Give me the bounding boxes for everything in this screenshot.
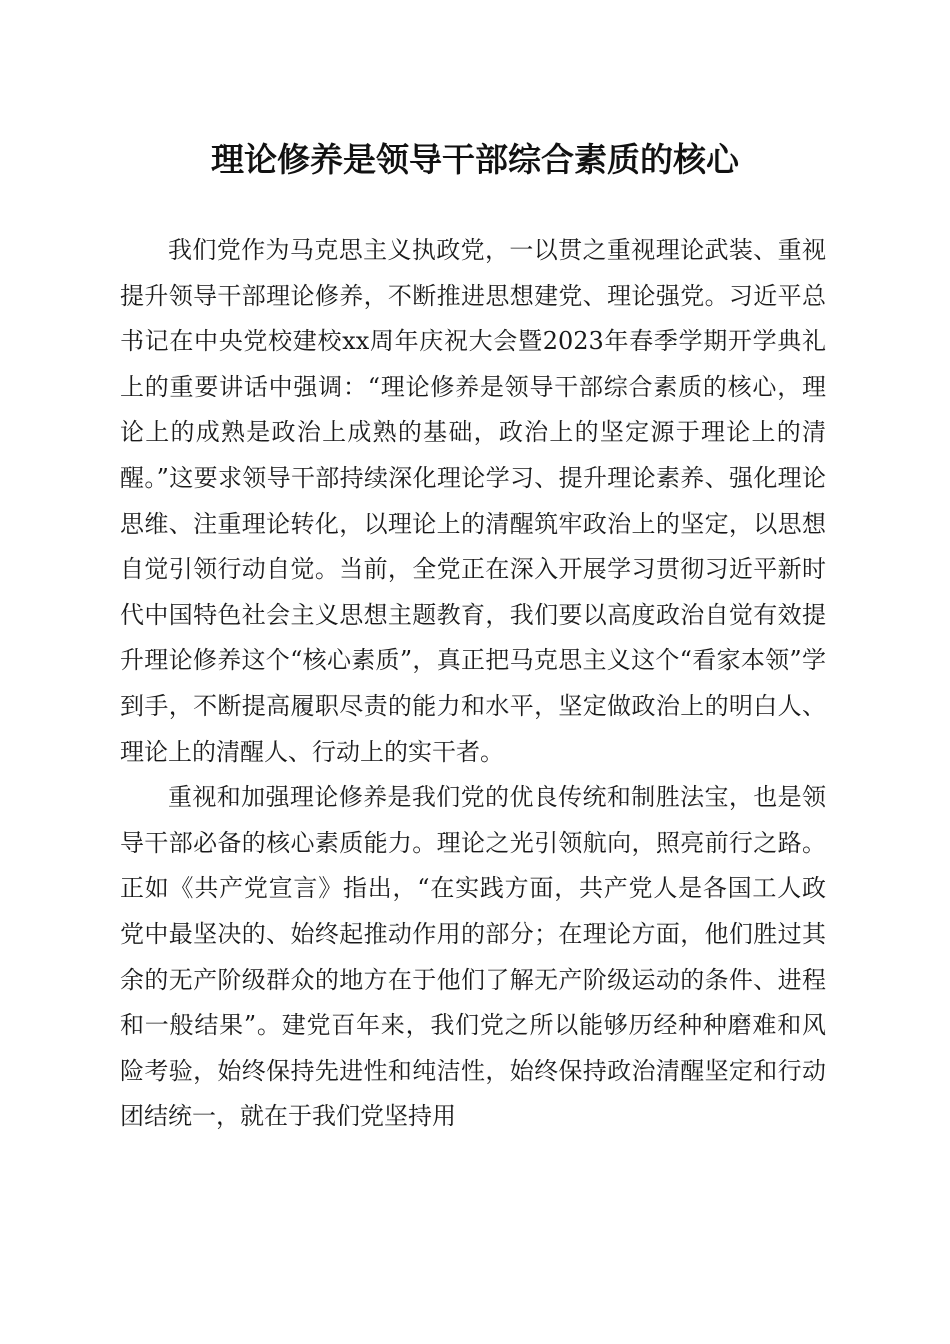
document-body (120, 228, 826, 1140)
document-title: 理论修养是领导干部综合素质的核心 (211, 140, 739, 179)
paragraph-1: 我们党作为马克思主义执政党，一以贯之重视理论武装、重视提升领导干部理论修养，不断推进思想建党、理论强党。习近平总书记在中央党校建校xx周年庆祝大会暨2023年春季学期开学典礼上的重要讲话中强调：“理论修养是领导干部综合素质的核心，理论上的成熟是政治上成熟的基础，政治上的坚定源于理论上的清醒。”这要求领导干部持续深化理论学习、提升理论素养、强化理论思维、注重理论转化，以理论上的清醒筑牢政治上的坚定，以思想自觉引领行动自觉。当前，全党正在深入开展学习贯彻习近平新时代中国特色社会主义思想主题教育，我们要以高度政治自觉有效提升理论修养这个“核心素质”，真正把马克思主义这个“看家本领”学到手，不断提高履职尽责的能力和水平，坚定做政治上的明白人、理论上的清醒人、行动上的实干者。 (120, 236, 826, 766)
paragraph-2: 重视和加强理论修养是我们党的优良传统和制胜法宝，也是领导干部必备的核心素质能力。理论之光引领航向，照亮前行之路。正如《共产党宣言》指出，“在实践方面，共产党人是各国工人政党中最坚决的、始终起推动作用的部分；在理论方面，他们胜过其余的无产阶级群众的地方在于他们了解无产阶级运动的条件、进程和一般结果”。建党百年来，我们党之所以能够历经种种磨难和风险考验，始终保持先进性和纯洁性，始终保持政治清醒坚定和行动团结统一，就在于我们党坚持用 (120, 783, 826, 1131)
